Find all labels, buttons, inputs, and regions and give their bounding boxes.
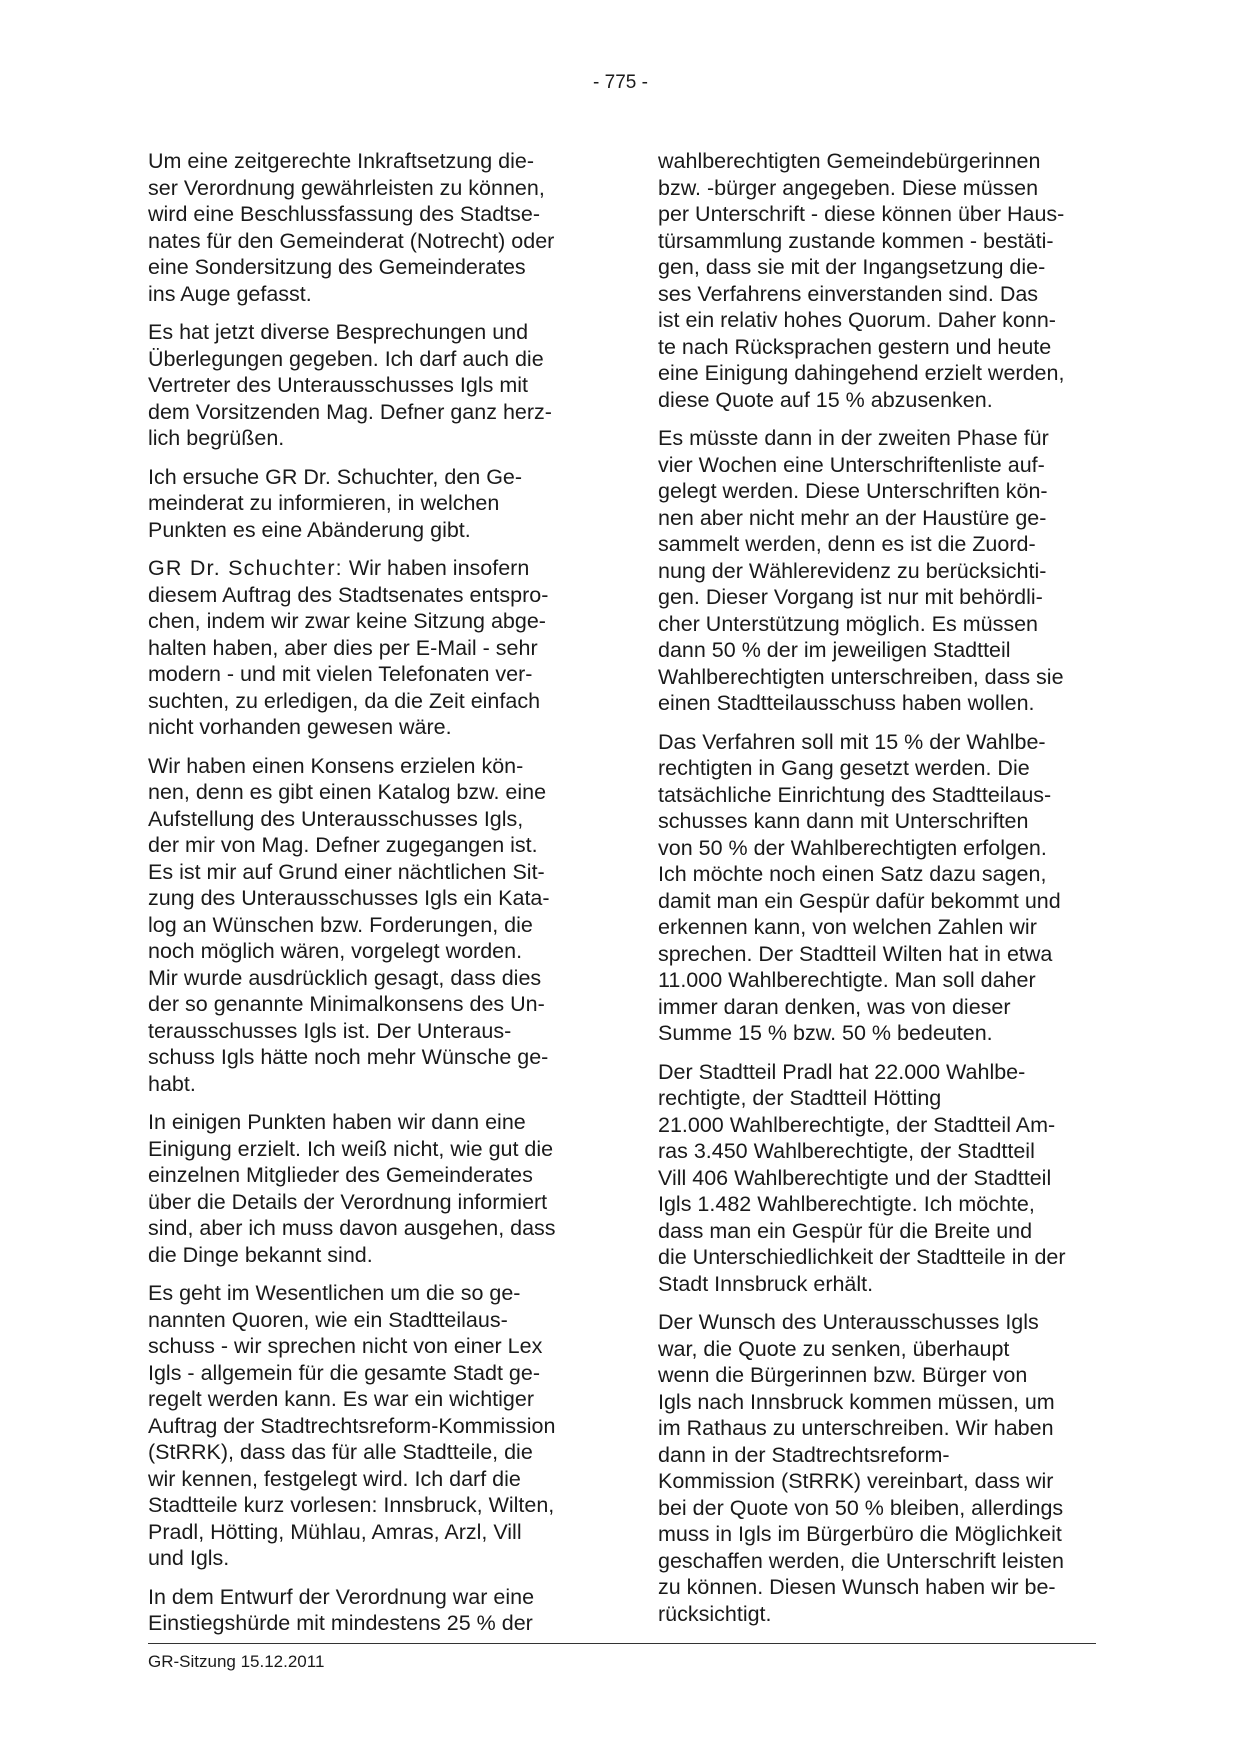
speaker-text: Wir haben insofern diesem Auftrag des Stadtsenates entspro- chen, indem wir zwar keine Sitzung abge- halten haben, aber dies per E-Mail - sehr modern - und mit vielen Telefonaten ver- suchten, zu erledigen, da die Zeit einfach nicht vorhanden gewesen wäre. bbox=[148, 556, 549, 739]
page-number: - 775 - bbox=[593, 72, 648, 93]
paragraph: Wir haben einen Konsens erzielen kön- nen, denn es gibt einen Katalog bzw. eine Aufstellung des Unterausschusses Igls, der mir von Mag. Defner zugegangen ist. Es ist mir auf Grund einer nächtlichen Sit- zung des Unterausschusses Igls ein Kata- log an Wünschen bzw. Forderungen, die noch möglich wären, vorgelegt worden. Mir wurde ausdrücklich gesagt, dass dies der so genannte Minimalkonsens des Un- terausschusses Igls ist. Der Unteraus- schuss Igls hätte noch mehr Wünsche ge- habt. bbox=[148, 753, 550, 1096]
paragraph: wahlberechtigten Gemeindebürgerinnen bzw. -bürger angegeben. Diese müssen per Unterschrift - diese können über Haus- türsammlung zustande kommen - bestäti- gen, dass sie mit der Ingangsetzung die- ses Verfahrens einverstanden sind. Das ist ein relativ hohes Quorum. Daher konn- te nach Rücksprachen gestern und heute eine Einigung dahingehend erzielt werden, diese Quote auf 15 % abzusenken. bbox=[658, 149, 1065, 412]
paragraph: In dem Entwurf der Verordnung war eine Einstiegshürde mit mindestens 25 % der bbox=[148, 1584, 535, 1635]
paragraph: Es hat jetzt diverse Besprechungen und Überlegungen gegeben. Ich darf auch die Vertreter des Unterausschusses Igls mit dem Vorsitzenden Mag. Defner ganz herz- lich begrüßen. bbox=[148, 320, 552, 450]
paragraph-speaker bbox=[148, 555, 585, 741]
paragraph: Es geht im Wesentlichen um die so ge- nannten Quoren, wie ein Stadtteilaus- schuss - wir sprechen nicht von einer Lex Igls - allgemein für die gesamte Stadt ge- regelt werden kann. Es war ein wichtiger Auftrag der Stadtrechtsreform-Kommission (StRRK), dass das für alle Stadtteile, die wir kennen, festgelegt wird. Ich darf die Stadtteile kurz vorlesen: Innsbruck, Wilten, Pradl, Hötting, Mühlau, Amras, Arzl, Vill und Igls. bbox=[148, 1281, 556, 1570]
right-column bbox=[658, 148, 1095, 1639]
paragraph: Der Wunsch des Unterausschusses Igls war, die Quote zu senken, überhaupt wenn die Bürgerinnen bzw. Bürger von Igls nach Innsbruck kommen müssen, um im Rathaus zu unterschreiben. Wir haben dann in der Stadtrechtsreform- Kommission (StRRK) vereinbart, dass wir bei der Quote von 50 % bleiben, allerdings muss in Igls im Bürgerbüro die Möglichkeit geschaffen werden, die Unterschrift leisten zu können. Diesen Wunsch haben wir be- rücksichtigt. bbox=[658, 1310, 1064, 1626]
speaker-name: GR Dr. Schuchter: bbox=[148, 556, 343, 580]
paragraph: Um eine zeitgerechte Inkraftsetzung die- ser Verordnung gewährleisten zu können, wird eine Beschlussfassung des Stadtse- nates für den Gemeinderat (Notrecht) oder eine Sondersitzung des Gemeinderates ins Auge gefasst. bbox=[148, 149, 555, 306]
paragraph: In einigen Punkten haben wir dann eine Einigung erzielt. Ich weiß nicht, wie gut die einzelnen Mitglieder des Gemeinderates über die Details der Verordnung informiert sind, aber ich muss davon ausgehen, dass die Dinge bekannt sind. bbox=[148, 1110, 556, 1267]
paragraph: Das Verfahren soll mit 15 % der Wahlbe- rechtigten in Gang gesetzt werden. Die tatsächliche Einrichtung des Stadtteilaus- schusses kann dann mit Unterschriften von 50 % der Wahlberechtigten erfolgen. Ich möchte noch einen Satz dazu sagen, damit man ein Gespür dafür bekommt und erkennen kann, von welchen Zahlen wir sprechen. Der Stadtteil Wilten hat in etwa 11.000 Wahlberechtigte. Man soll daher immer daran denken, was von dieser Summe 15 % bzw. 50 % bedeuten. bbox=[658, 729, 1061, 1045]
footer-divider bbox=[148, 1643, 1096, 1644]
paragraph: Ich ersuche GR Dr. Schuchter, den Ge- meinderat zu informieren, in welchen Punkten es eine Abänderung gibt. bbox=[148, 464, 523, 542]
paragraph: Der Stadtteil Pradl hat 22.000 Wahlbe- rechtigte, der Stadtteil Hötting 21.000 Wahlberechtigte, der Stadtteil Am- ras 3.450 Wahlberechtigte, der Stadtteil Vill 406 Wahlberechtigte und der Stadtteil Igls 1.482 Wahlberechtigte. Ich möchte, dass man ein Gespür für die Breite und die Unterschiedlichkeit der Stadtteile in der Stadt Innsbruck erhält. bbox=[658, 1059, 1066, 1296]
footer-session-date: GR-Sitzung 15.12.2011 bbox=[148, 1652, 325, 1671]
left-column bbox=[148, 148, 585, 1649]
paragraph: Es müsste dann in der zweiten Phase für vier Wochen eine Unterschriftenliste auf- gelegt werden. Diese Unterschriften kön- nen aber nicht mehr an der Haustüre ge- sammelt werden, denn es ist die Zuord- nung der Wählerevidenz zu berücksichti- gen. Dieser Vorgang ist nur mit behördli- cher Unterstützung möglich. Es müssen dann 50 % der im jeweiligen Stadtteil Wahlberechtigten unterschreiben, dass sie einen Stadtteilausschuss haben wollen. bbox=[658, 426, 1064, 715]
